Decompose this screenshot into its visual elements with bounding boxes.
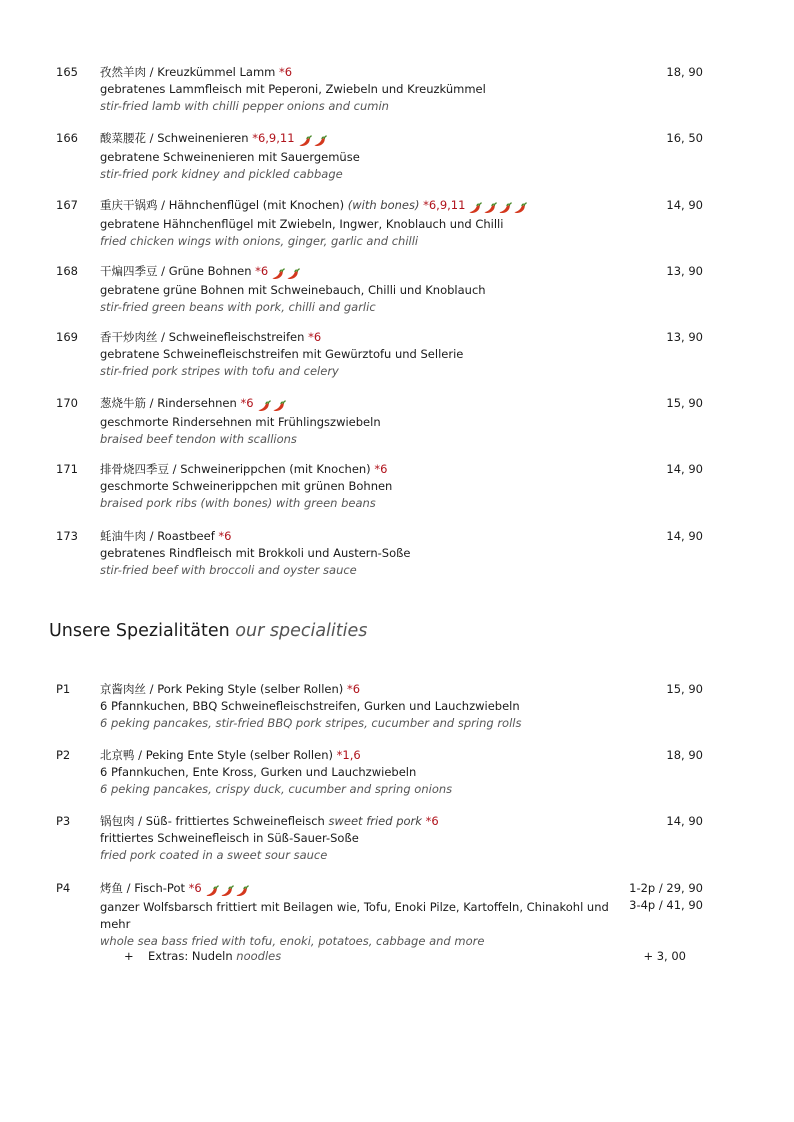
item-number: 168 [56,264,78,278]
extras-label-de: Extras: Nudeln [148,949,233,963]
item-price [600,880,703,914]
item-title: 香干炒肉丝 / Schweinefleischstreifen *6 [100,330,322,344]
chili-pepper-icon [298,135,312,147]
spiciness-level [298,132,328,149]
item-description-de: gebratene Schweinenieren mit Sauergemüse [100,150,360,164]
section-title [49,620,367,642]
item-name-zh: 重庆干锅鸡 [100,198,158,212]
item-title: 蚝油牛肉 / Roastbeef *6 [100,529,232,543]
item-price [600,681,703,698]
item-name-de: Rindersehnen [157,396,237,410]
spiciness-level [271,265,301,282]
item-body [100,747,620,798]
allergen-codes: *6,9,11 [423,198,466,212]
item-number: 165 [56,65,78,79]
chili-pepper-icon [513,202,527,214]
item-price [600,130,703,147]
item-price [600,528,703,545]
item-description-en: whole sea bass fried with tofu, enoki, potatoes, cabbage and more [100,934,485,948]
price-value: 15, 90 [666,682,703,696]
spiciness-level [205,882,250,899]
item-number: 171 [56,462,78,476]
item-body [100,197,620,250]
item-title: 京酱肉丝 / Pork Peking Style (selber Rollen) *6 [100,682,361,696]
item-name-zh: 京酱肉丝 [100,682,146,696]
price-value: 13, 90 [666,330,703,344]
item-body [100,813,620,864]
item-title: 锅包肉 / Süß- frittiertes Schweinefleisch sweet fried pork *6 [100,814,439,828]
item-name-zh: 干煸四季豆 [100,264,158,278]
item-name-de: Peking Ente Style (selber Rollen) [145,748,333,762]
allergen-codes: *6 [240,396,254,410]
item-price [600,197,703,214]
chili-pepper-icon [272,400,286,412]
item-title: 葱烧牛筋 / Rindersehnen *6 [100,395,620,414]
item-number: P2 [56,748,71,762]
item-description-de: 6 Pfannkuchen, BBQ Schweinefleischstreifen, Gurken und Lauchzwiebeln [100,699,520,713]
price-value: 14, 90 [666,814,703,828]
item-description-en: 6 peking pancakes, stir-fried BBQ pork stripes, cucumber and spring rolls [100,716,522,730]
allergen-codes: *6 [308,330,322,344]
chili-pepper-icon [313,135,327,147]
item-name-zh: 锅包肉 [100,814,135,828]
item-title: 北京鸭 / Peking Ente Style (selber Rollen) *1,6 [100,748,361,762]
chili-pepper-icon [220,885,234,897]
item-description-en: fried chicken wings with onions, ginger, garlic and chilli [100,234,419,248]
allergen-codes: *6 [188,881,202,895]
item-body [100,395,620,448]
item-description-de: gebratene grüne Bohnen mit Schweinebauch, Chilli und Knoblauch [100,283,486,297]
item-description-en: stir-fried beef with broccoli and oyster sauce [100,563,357,577]
item-number: 170 [56,396,78,410]
item-description-en: 6 peking pancakes, crispy duck, cucumber and spring onions [100,782,453,796]
price-value: 14, 90 [666,198,703,212]
chili-pepper-icon [205,885,219,897]
item-name-zh: 酸菜腰花 [100,131,146,145]
item-body [100,329,620,380]
item-description-de: 6 Pfannkuchen, Ente Kross, Gurken und Lauchzwiebeln [100,765,417,779]
allergen-codes: *6 [255,264,269,278]
item-body [100,130,620,183]
item-body [100,880,620,950]
item-body [100,263,620,316]
item-name-de: Roastbeef [157,529,215,543]
item-number: 167 [56,198,78,212]
spiciness-level [257,397,287,414]
item-description-de: gebratene Hähnchenflügel mit Zwiebeln, Ingwer, Knoblauch und Chilli [100,217,504,231]
chili-pepper-icon [271,268,285,280]
item-body [100,461,620,512]
item-name-zh: 北京鸭 [100,748,135,762]
price-value: 14, 90 [666,462,703,476]
item-description-en: stir-fried pork kidney and pickled cabbage [100,167,343,181]
item-name-zh: 蚝油牛肉 [100,529,146,543]
allergen-codes: *6 [425,814,439,828]
price-value: 14, 90 [666,529,703,543]
section-title-en: our specialities [235,621,368,641]
item-description-en: stir-fried pork stripes with tofu and celery [100,364,339,378]
chili-pepper-icon [483,202,497,214]
item-description-en: braised pork ribs (with bones) with green beans [100,496,376,510]
item-name-zh: 葱烧牛筋 [100,396,146,410]
item-price [600,813,703,830]
chili-pepper-icon [286,268,300,280]
item-name-de: Schweinerippchen (mit Knochen) [180,462,371,476]
item-number: P1 [56,682,71,696]
allergen-codes: *6,9,11 [252,131,295,145]
item-title: 酸菜腰花 / Schweinenieren *6,9,11 [100,130,620,149]
item-name-en: (with bones) [347,198,420,212]
item-number: P4 [56,881,71,895]
item-description-en: stir-fried lamb with chilli pepper onions and cumin [100,99,389,113]
item-description-en: braised beef tendon with scallions [100,432,297,446]
item-number: P3 [56,814,71,828]
item-name-de: Süß- frittiertes Schweinefleisch [145,814,325,828]
price-value: 16, 50 [666,131,703,145]
item-title: 排骨烧四季豆 / Schweinerippchen (mit Knochen) *6 [100,462,388,476]
item-name-de: Schweinenieren [157,131,249,145]
item-name-en: sweet fried pork [328,814,422,828]
allergen-codes: *6 [374,462,388,476]
allergen-codes: *6 [279,65,293,79]
item-description-de: gebratenes Lammfleisch mit Peperoni, Zwiebeln und Kreuzkümmel [100,82,486,96]
item-title: 干煸四季豆 / Grüne Bohnen *6 [100,263,620,282]
item-description-de: gebratenes Rindfleisch mit Brokkoli und Austern-Soße [100,546,411,560]
extras-label [148,948,281,965]
item-price [600,263,703,280]
item-description-de: geschmorte Schweinerippchen mit grünen Bohnen [100,479,393,493]
item-description-en: fried pork coated in a sweet sour sauce [100,848,328,862]
item-description-de: geschmorte Rindersehnen mit Frühlingszwiebeln [100,415,381,429]
spiciness-level [468,199,528,216]
item-price [600,329,703,346]
section-title-de: Unsere Spezialitäten [49,621,230,641]
item-title: 重庆干锅鸡 / Hähnchenflügel (mit Knochen) (with bones) *6,9,11 [100,197,620,216]
item-name-zh: 烤鱼 [100,881,123,895]
item-price [600,461,703,478]
item-title: 孜然羊肉 / Kreuzkümmel Lamm *6 [100,65,293,79]
chili-pepper-icon [468,202,482,214]
item-body [100,528,620,579]
price-value: 18, 90 [666,748,703,762]
item-description-en: stir-fried green beans with pork, chilli and garlic [100,300,376,314]
allergen-codes: *1,6 [336,748,361,762]
price-value: 13, 90 [666,264,703,278]
item-description-de: ganzer Wolfsbarsch frittiert mit Beilagen wie, Tofu, Enoki Pilze, Kartoffeln, Chinakohl und mehr [100,900,609,931]
extras-price: + 3, 00 [643,949,686,963]
item-name-de: Hähnchenflügel (mit Knochen) [168,198,345,212]
item-description-de: frittiertes Schweinefleisch in Süß-Sauer-Soße [100,831,359,845]
item-name-zh: 香干炒肉丝 [100,330,158,344]
item-name-zh: 排骨烧四季豆 [100,462,169,476]
item-title: 烤鱼 / Fisch-Pot *6 [100,880,620,899]
item-name-zh: 孜然羊肉 [100,65,146,79]
item-price [600,747,703,764]
item-number: 173 [56,529,78,543]
extras-bullet: + [124,949,134,963]
item-body [100,64,620,115]
allergen-codes: *6 [346,682,361,696]
item-name-de: Grüne Bohnen [168,264,252,278]
item-name-de: Kreuzkümmel Lamm [157,65,276,79]
item-description-de: gebratene Schweinefleischstreifen mit Gewürztofu und Sellerie [100,347,464,361]
item-number: 169 [56,330,78,344]
chili-pepper-icon [498,202,512,214]
item-body [100,681,620,732]
item-price [600,64,703,81]
item-price [600,395,703,412]
extras-label-en: noodles [236,949,282,963]
price-value: 18, 90 [666,65,703,79]
chili-pepper-icon [235,885,249,897]
allergen-codes: *6 [218,529,232,543]
price-value: 15, 90 [666,396,703,410]
item-name-de: Pork Peking Style (selber Rollen) [157,682,344,696]
chili-pepper-icon [257,400,271,412]
price-value: 1-2p / 29, 90 [629,881,703,895]
price-value: 3-4p / 41, 90 [629,898,703,912]
item-name-de: Schweinefleischstreifen [168,330,305,344]
item-name-de: Fisch-Pot [134,881,185,895]
item-number: 166 [56,131,78,145]
